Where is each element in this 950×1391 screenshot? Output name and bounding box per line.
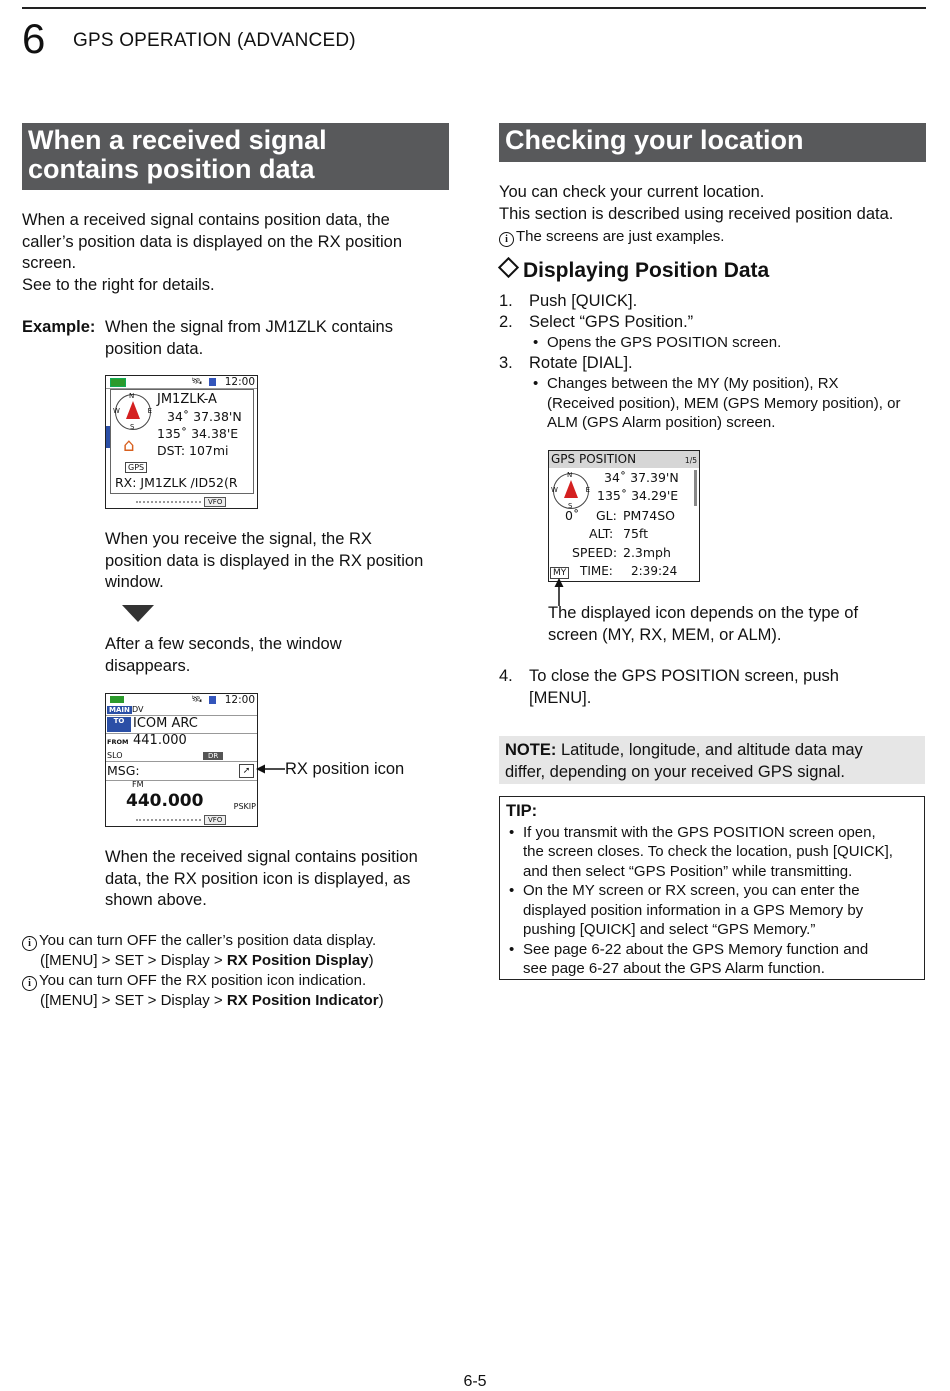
- vfo-tag: VFO: [204, 497, 226, 507]
- page-indicator: 1/5: [684, 456, 697, 465]
- text-line: window.: [105, 573, 164, 591]
- intro-paragraph: [22, 210, 452, 296]
- tip-line: pushing [QUICK] and select “GPS Memory.”: [523, 921, 816, 938]
- to-value: ICOM ARC: [133, 716, 198, 731]
- rx-position-screen: [105, 375, 258, 509]
- section-heading-received-signal: [22, 123, 449, 190]
- slo-tag: SLO: [107, 751, 123, 760]
- status-bar: [106, 694, 257, 706]
- text-line: When you receive the signal, the RX: [105, 530, 372, 548]
- caller-latitude: 34˚ 37.38'N: [167, 409, 242, 424]
- altitude-label: ALT:: [589, 526, 614, 541]
- gps-tag: GPS: [125, 462, 147, 473]
- vfo-tag: VFO: [204, 815, 226, 825]
- header-rule: [22, 7, 926, 9]
- step-3: [499, 353, 633, 375]
- clock: 12:00: [224, 376, 255, 388]
- home-icon: ⌂: [123, 435, 135, 456]
- bullet-line: ALM (GPS Alarm position) screen.: [547, 414, 776, 431]
- menu-path-prefix: ([MENU] > SET > Display >: [40, 952, 227, 969]
- gps-time: 2:39:24: [631, 564, 678, 578]
- tip-item-1: [506, 823, 918, 882]
- compass-s: S: [568, 502, 573, 510]
- tip-box: [499, 796, 925, 980]
- intro-line: When a received signal contains position data, the: [22, 211, 390, 229]
- pskip-tag: PSKIP: [233, 802, 256, 811]
- caller-callsign: JM1ZLK-A: [157, 392, 217, 407]
- dr-tag: DR: [203, 752, 223, 760]
- screens-example-note: [499, 227, 724, 247]
- text-line: data, the RX position icon is displayed, as: [105, 869, 411, 888]
- info-icon: i: [22, 936, 37, 951]
- battery-icon: [110, 378, 126, 387]
- from-value: 441.000: [133, 733, 187, 748]
- step-number: 2.: [499, 313, 513, 331]
- subheading-text: Displaying Position Data: [523, 259, 770, 282]
- intro-line: screen.: [22, 254, 77, 272]
- after-screen2-text: [105, 847, 455, 912]
- step-4-number: 4.: [499, 667, 513, 685]
- step-1: [499, 291, 638, 313]
- compass-e: E: [147, 407, 152, 415]
- latitude: 34˚ 37.39'N: [604, 470, 679, 485]
- gps-position-screen: [548, 450, 700, 582]
- screen3-caption: [548, 603, 928, 646]
- step-text: Push [QUICK].: [529, 292, 638, 310]
- s-meter: [136, 501, 201, 506]
- to-row: [106, 715, 257, 734]
- step-text: Select “GPS Position.”: [529, 313, 694, 331]
- my-tag: MY: [550, 567, 569, 579]
- caller-distance: DST: 107mi: [157, 443, 229, 458]
- frequency: 440.000: [126, 791, 204, 811]
- heading-degrees: 0˚: [565, 508, 580, 523]
- caller-longitude: 135˚ 34.38'E: [157, 426, 239, 441]
- step-3-bullet: [547, 374, 932, 433]
- step-line: To close the GPS POSITION screen, push: [529, 667, 839, 685]
- chapter-title: GPS OPERATION (ADVANCED): [73, 30, 356, 51]
- time-label: TIME:: [580, 564, 613, 578]
- tip-line: see page 6-27 about the GPS Alarm function.: [523, 960, 825, 977]
- tip-label: TIP:: [506, 802, 538, 820]
- down-arrow-icon: [122, 605, 154, 622]
- rx-position-icon: ➚: [239, 764, 254, 778]
- subheading: [497, 259, 769, 283]
- after-arrow-text: [105, 634, 455, 677]
- bullet-line: (Received position), MEM (GPS Memory position), or: [547, 394, 901, 412]
- step-4-text: [529, 666, 929, 709]
- menu-path-suffix: ): [378, 991, 384, 1009]
- text-line: shown above.: [105, 891, 207, 909]
- fm-mode: FM: [132, 780, 144, 789]
- to-tag: TO: [107, 717, 131, 732]
- step-2: [499, 312, 694, 334]
- tip-item-3: [506, 940, 918, 979]
- text-line: position data is displayed in the RX position: [105, 551, 424, 570]
- example-line: position data.: [105, 339, 204, 358]
- info-icon: i: [499, 232, 514, 247]
- chapter-number: 6: [22, 15, 46, 62]
- speed-label: SPEED:: [572, 545, 618, 560]
- satellite-icon: 🛰: [191, 695, 203, 705]
- altitude: 75ft: [623, 526, 648, 541]
- main-tag: MAIN: [109, 706, 130, 714]
- battery-icon: [110, 696, 124, 703]
- info-line: [22, 971, 462, 991]
- status-bar: [106, 376, 257, 389]
- compass-w: W: [551, 486, 558, 494]
- step-line: [MENU].: [529, 688, 592, 707]
- page-number: 6-5: [463, 1373, 487, 1390]
- intro-line: You can check your current location.: [499, 183, 765, 201]
- note-box: [499, 736, 925, 784]
- from-tag: FROM: [107, 738, 129, 746]
- gps-status-icon: [209, 696, 216, 704]
- menu-path: [22, 951, 462, 971]
- grid-locator: PM74SO: [623, 508, 676, 523]
- heading-line-1: When a received signal: [28, 125, 327, 155]
- compass-icon: [115, 394, 151, 430]
- dv-mode: DV: [132, 705, 144, 714]
- rx-position-window: [110, 389, 254, 494]
- compass-needle: [564, 480, 578, 498]
- info-text: You can turn OFF the RX position icon indication.: [39, 971, 367, 989]
- info-icon: i: [22, 976, 37, 991]
- caption-line: The displayed icon depends on the type of: [548, 604, 859, 622]
- text-line: When the received signal contains position: [105, 848, 418, 866]
- info-notes: [22, 931, 462, 1010]
- screen-title: GPS POSITION: [551, 452, 637, 466]
- grid-locator-label: GL:: [596, 508, 617, 523]
- after-screen1-text: [105, 529, 455, 594]
- speed: 2.3mph: [623, 545, 671, 560]
- intro-line: This section is described using received position data.: [499, 204, 894, 223]
- info-line: [22, 931, 462, 951]
- tip-line: the screen closes. To check the location, push [QUICK],: [523, 843, 893, 860]
- info-text: You can turn OFF the caller’s position data display.: [39, 932, 377, 949]
- section-heading-checking-location: [499, 123, 926, 162]
- menu-path: [22, 991, 462, 1011]
- menu-path-item: RX Position Indicator: [226, 991, 379, 1009]
- screen-title-bar: [549, 451, 699, 468]
- note-line-2: differ, depending on your received GPS signal.: [505, 762, 845, 781]
- menu-path-item: RX Position Display: [226, 952, 369, 969]
- tip-line: • If you transmit with the GPS POSITION screen open,: [523, 823, 918, 843]
- scrollbar: [694, 470, 697, 506]
- step-text: Rotate [DIAL].: [529, 354, 633, 372]
- clock: 12:00: [224, 694, 255, 706]
- step-2-bullet: • Opens the GPS POSITION screen.: [547, 333, 781, 353]
- compass-n: N: [129, 392, 135, 400]
- note-label: NOTE:: [505, 741, 557, 759]
- tip-line: and then select “GPS Position” while transmitting.: [523, 862, 853, 880]
- callout-arrow-icon: [256, 763, 286, 775]
- heading-line-2: contains position data: [28, 154, 315, 184]
- compass-s: S: [130, 423, 135, 431]
- step-number: 1.: [499, 292, 513, 310]
- compass-icon: [553, 473, 589, 509]
- intro-line: See to the right for details.: [22, 275, 215, 294]
- compass-n: N: [567, 471, 573, 479]
- tip-line: • See page 6-22 about the GPS Memory function and: [523, 940, 918, 960]
- msg-label: MSG:: [107, 763, 140, 778]
- step-number: 3.: [499, 354, 513, 372]
- compass-w: W: [113, 407, 120, 415]
- right-intro: [499, 182, 929, 225]
- compass-needle: [126, 401, 140, 419]
- callout-arrow-icon: [553, 578, 565, 606]
- caption-line: screen (MY, RX, MEM, or ALM).: [548, 625, 782, 644]
- longitude: 135˚ 34.29'E: [597, 488, 679, 503]
- heading-line: Checking your location: [505, 125, 804, 155]
- diamond-icon: [498, 257, 519, 278]
- info-text: The screens are just examples.: [516, 228, 725, 245]
- example-label: Example:: [22, 318, 96, 336]
- rx-position-icon-label: RX position icon: [285, 760, 405, 778]
- example-text: [105, 317, 455, 360]
- tip-item-2: [506, 881, 918, 940]
- compass-e: E: [585, 486, 590, 494]
- msg-row: [106, 761, 257, 781]
- note-text: Latitude, longitude, and altitude data may: [560, 741, 863, 759]
- note-line-1: [505, 740, 919, 762]
- main-dv-screen: [105, 693, 258, 827]
- menu-path-suffix: ): [368, 952, 374, 969]
- tip-line: • On the MY screen or RX screen, you can enter the: [523, 881, 918, 901]
- menu-path-prefix: ([MENU] > SET > Display >: [40, 991, 227, 1009]
- text-line: After a few seconds, the window: [105, 635, 342, 653]
- text-line: disappears.: [105, 656, 191, 675]
- s-meter: [136, 819, 201, 824]
- example-line: When the signal from JM1ZLK contains: [105, 318, 393, 336]
- intro-line: caller’s position data is displayed on the RX position: [22, 232, 403, 251]
- gps-status-icon: [209, 378, 216, 386]
- satellite-icon: 🛰: [191, 377, 203, 387]
- tip-line: displayed position information in a GPS Memory by: [523, 901, 864, 919]
- bullet-line: • Changes between the MY (My position), RX: [547, 374, 932, 394]
- rx-callsign-line: RX: JM1ZLK /ID52(R: [115, 475, 238, 490]
